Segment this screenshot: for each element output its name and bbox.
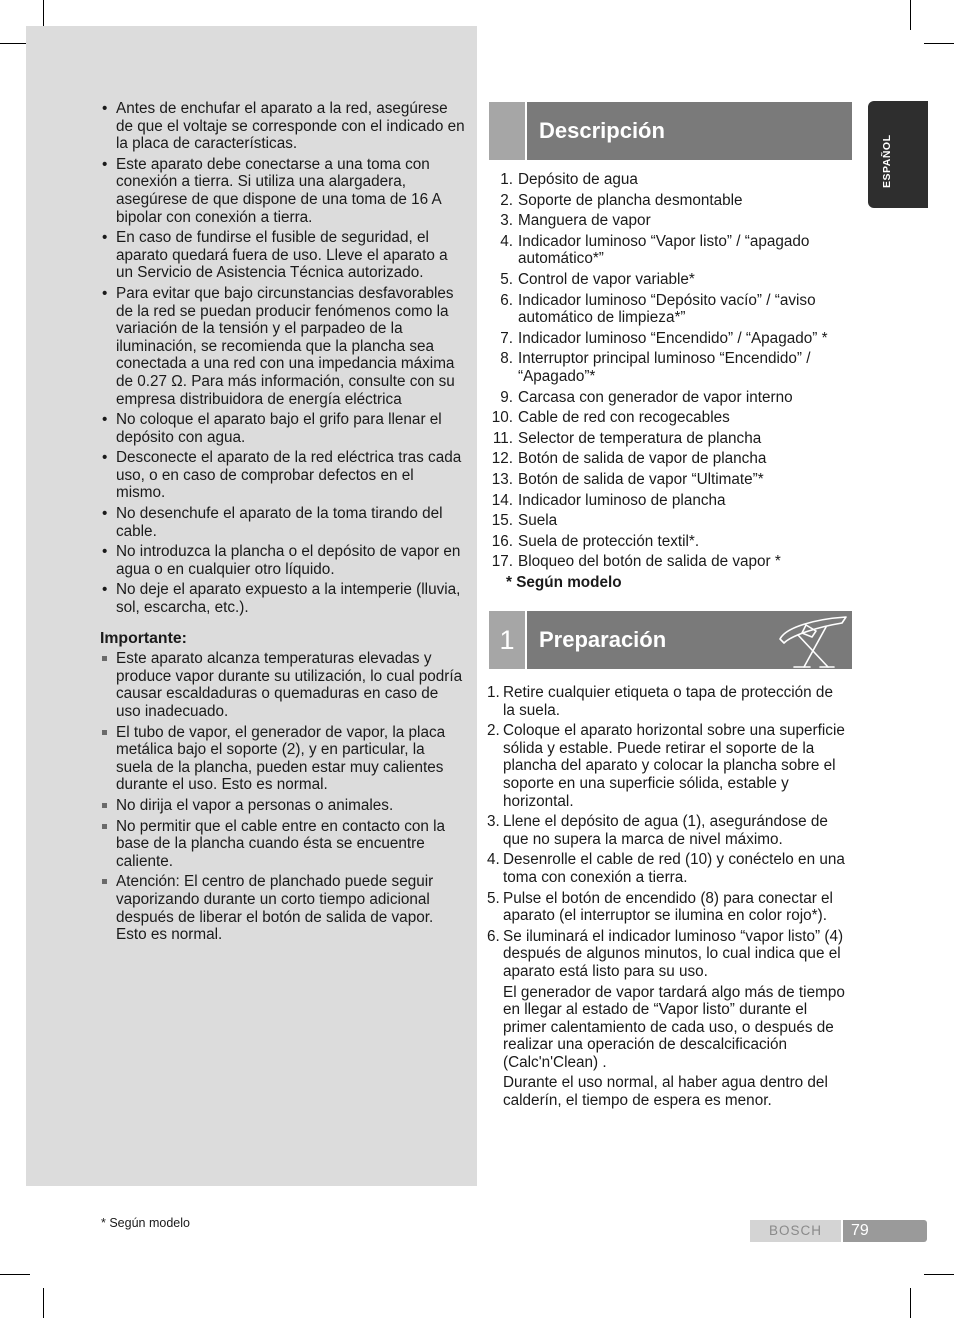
item-text: Indicador luminoso de plancha (518, 491, 726, 509)
step-number: 3. (487, 813, 500, 831)
list-item (484, 512, 856, 530)
list-item (484, 212, 856, 230)
step-number: 4. (487, 851, 500, 869)
item-number: 10. (491, 409, 513, 427)
crop-mark (43, 1288, 44, 1318)
list-item (484, 292, 856, 327)
step-number: 1. (487, 684, 500, 701)
list-item (487, 722, 849, 810)
item-number: 3. (500, 212, 513, 230)
preparation-title: Preparación (539, 627, 667, 652)
step-text: Pulse el botón de encendido (8) para conectar el aparato (el interruptor se ilumina en color rojo*). (503, 889, 833, 925)
item-number: 15. (491, 512, 513, 530)
crop-mark (910, 1288, 911, 1318)
item-text: Botón de salida de vapor de plancha (518, 450, 767, 468)
list-item: • Este aparato debe conectarse a una toma con conexión a tierra. Si utiliza una alargadera, asegúrese de que dispone de una toma de 16 A bipolar con conexión a tierra. (100, 156, 465, 226)
list-item: No dirija el vapor a personas o animales. (100, 797, 465, 815)
item-text: Cable de red con recogecables (518, 409, 730, 427)
item-number: 8. (500, 350, 513, 368)
safety-column (100, 100, 465, 947)
item-number: 12. (491, 450, 513, 468)
item-text: Bloqueo del botón de salida de vapor * (518, 553, 781, 571)
list-item (484, 192, 856, 210)
item-text: Interruptor principal luminoso “Encendido” / “Apagado”* (518, 350, 811, 385)
step-number: 5. (487, 889, 500, 907)
item-text: Suela (518, 512, 558, 530)
list-item: • Para evitar que bajo circunstancias desfavorables de la red se puedan producir fenómenos como la variación de la tensión y el parpadeo de la iluminación, se recomienda que la plancha sea conectada a una red con una impedancia máxima de 0.27 Ω. Para más información, consulte con su empresa distribuidora de energía eléctrica (100, 285, 465, 408)
step-text: Se iluminará el indicador luminoso “vapor listo” (4) después de algunos minutos, lo cual indica que el aparato está listo para su uso. (503, 927, 844, 980)
list-item: Este aparato alcanza temperaturas elevadas y produce vapor durante su utilización, lo cual podría causar escaldaduras o quemaduras en caso de uso inadecuado. (100, 650, 465, 720)
crop-mark (924, 43, 954, 44)
list-item (484, 430, 856, 448)
list-item (487, 684, 849, 719)
ironing-board-icon (776, 613, 850, 669)
list-item: • No introduzca la plancha o el depósito de vapor en agua o en cualquier otro líquido. (100, 543, 465, 578)
item-number: 13. (491, 470, 513, 488)
list-item (484, 330, 856, 348)
item-text: Suela de protección textil*. (518, 532, 700, 550)
list-item (484, 409, 856, 427)
step-text: Llene el depósito de agua (1), asegurándose de que no supera la marca de nivel máximo. (503, 813, 828, 848)
item-text: Depósito de agua (518, 171, 638, 188)
safety-list (100, 100, 465, 617)
item-text: Indicador luminoso “Depósito vacío” / “aviso automático de limpieza*” (518, 291, 816, 327)
list-item: El tubo de vapor, el generador de vapor, la placa metálica bajo el soporte (2), y en particular, la suela de la plancha, pueden estar muy calientes durante el uso. Esto es normal. (100, 724, 465, 794)
important-heading: Importante: (100, 629, 187, 647)
brand-label: BOSCH (750, 1220, 841, 1242)
footnote: * Según modelo (101, 1216, 190, 1230)
list-item (484, 553, 856, 571)
item-text: Control de vapor variable* (518, 270, 695, 288)
item-text: Indicador luminoso “Vapor listo” / “apagado automático*” (518, 232, 810, 268)
header-marker (489, 102, 527, 160)
step-text: El generador de vapor tardará algo más de tiempo en llegar al estado de “Vapor listo” durante el primer calentamiento de cada uso, o después de realizar una operación de descalcificación (Calc'n'Clean) . (503, 983, 845, 1071)
item-text: Soporte de plancha desmontable (518, 191, 743, 209)
crop-mark (910, 0, 911, 30)
list-item (487, 813, 849, 848)
language-tab-label: ESPAÑOL (881, 134, 893, 188)
item-text: Carcasa con generador de vapor interno (518, 388, 793, 406)
item-number: 16. (491, 532, 513, 550)
description-header (489, 102, 852, 160)
item-number: 11. (492, 429, 513, 447)
list-item (484, 271, 856, 289)
item-number: 2. (500, 191, 513, 209)
preparation-header (489, 611, 852, 669)
step-text: Retire cualquier etiqueta o tapa de protección de la suela. (503, 684, 833, 719)
step-text: Desenrolle el cable de red (10) y conéctelo en una toma con conexión a tierra. (503, 851, 845, 886)
item-number: 5. (500, 270, 513, 288)
list-item (484, 389, 856, 407)
item-number: 1. (500, 171, 513, 188)
item-text: Manguera de vapor (518, 212, 651, 230)
item-number: 4. (500, 232, 513, 250)
item-text: Indicador luminoso “Encendido” / “Apagado” * (518, 329, 828, 347)
item-number: 9. (500, 388, 513, 406)
step-number: 6. (487, 927, 500, 945)
description-list (484, 171, 856, 574)
list-item (487, 851, 849, 886)
list-item (484, 533, 856, 551)
item-number: 7. (500, 329, 513, 347)
item-text: Botón de salida de vapor “Ultimate”* (518, 470, 764, 488)
list-item (484, 471, 856, 489)
model-note: * Según modelo (506, 574, 622, 591)
step-text: Durante el uso normal, al haber agua dentro del calderín, el tiempo de espera es menor. (503, 1074, 828, 1110)
page-number: 79 (843, 1220, 927, 1242)
language-tab (868, 101, 928, 208)
list-item: • Antes de enchufar el aparato a la red, asegúrese de que el voltaje se corresponde con el indicado en la placa de características. (100, 100, 465, 153)
item-number: 6. (500, 291, 513, 309)
list-item (484, 492, 856, 510)
important-list (100, 650, 465, 944)
crop-mark (924, 1274, 954, 1275)
section-number: 1 (489, 611, 527, 669)
step-text: Coloque el aparato horizontal sobre una superficie sólida y estable. Puede retirar el soporte de la plancha del aparato y colocar la plancha sobre el soporte en una superficie sólida, estable y horizontal. (503, 722, 845, 810)
list-item (484, 350, 856, 385)
list-item (487, 890, 849, 925)
list-item: No permitir que el cable entre en contacto con la base de la plancha cuando ésta se encuentre caliente. (100, 818, 465, 871)
list-item: Atención: El centro de planchado puede seguir vaporizando durante un corto tiempo adicional después de liberar el botón de salida de vapor. Esto es normal. (100, 873, 465, 943)
item-text: Selector de temperatura de plancha (518, 429, 762, 447)
list-item: • No coloque el aparato bajo el grifo para llenar el depósito con agua. (100, 411, 465, 446)
list-item: • No deje el aparato expuesto a la intemperie (lluvia, sol, escarcha, etc.). (100, 581, 465, 616)
preparation-steps (487, 684, 849, 1113)
list-item (484, 233, 856, 268)
description-title: Descripción (539, 118, 665, 143)
list-item: • En caso de fundirse el fusible de seguridad, el aparato quedará fuera de uso. Lleve el aparato a un Servicio de Asistencia Técnica autorizado. (100, 229, 465, 282)
list-item (484, 171, 856, 189)
list-item (484, 450, 856, 468)
list-item: • No desenchufe el aparato de la toma tirando del cable. (100, 505, 465, 540)
list-item (487, 928, 849, 1110)
crop-mark (0, 1274, 30, 1275)
item-number: 14. (491, 491, 513, 509)
list-item: • Desconecte el aparato de la red eléctrica tras cada uso, o en caso de comprobar defectos en el mismo. (100, 449, 465, 502)
item-number: 17. (491, 553, 513, 571)
step-number: 2. (487, 722, 500, 740)
